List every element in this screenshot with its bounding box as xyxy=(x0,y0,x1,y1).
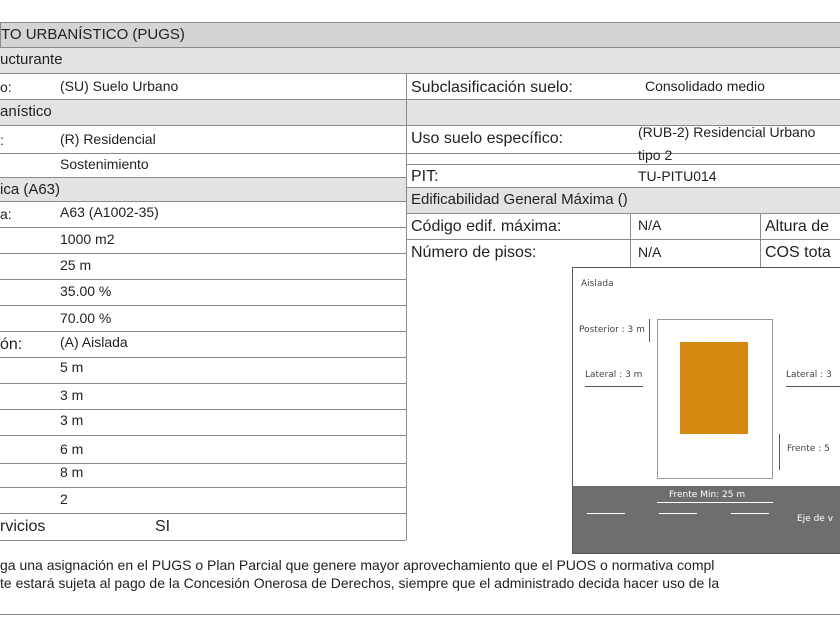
building-block xyxy=(680,342,748,434)
codigo-edif-label: Código edif. máxima: xyxy=(411,218,562,235)
uso-especifico-label: Uso suelo específico: xyxy=(411,130,564,147)
section-estructurante-label: ucturante xyxy=(0,51,63,68)
pit-label: PIT: xyxy=(411,168,439,185)
servicios-value: SI xyxy=(155,518,171,535)
retiro-frontal-value: 5 m xyxy=(60,359,84,375)
row-retiro-lateral xyxy=(0,384,406,410)
uso-especifico-value-1: (RUB-2) Residencial Urbano xyxy=(638,124,816,140)
row-pisos xyxy=(0,488,406,514)
retiro-posterior-value: 6 m xyxy=(60,441,84,457)
entre-bloques-value: 8 m xyxy=(60,464,84,480)
lateral-left-label: Lateral : 3 m xyxy=(585,370,643,380)
pit-value: TU-PITU014 xyxy=(638,168,717,184)
implantacion-label: ón: xyxy=(0,336,23,353)
frente-min-value: 25 m xyxy=(60,257,92,273)
cos-total-value: 70.00 % xyxy=(60,310,112,326)
section-urbanistico-label: anístico xyxy=(0,103,52,120)
footer-line-1: ga una asignación en el PUGS o Plan Parcial que genere mayor aprovechamiento que el PUOS o normativa compl xyxy=(0,557,715,573)
street-centerline-2 xyxy=(659,513,697,514)
row-cos-total xyxy=(0,306,406,332)
numero-pisos-label: Número de pisos: xyxy=(411,244,537,261)
posterior-dimension xyxy=(649,319,650,342)
frente-dimension xyxy=(779,434,780,470)
eje-label: Eje de v xyxy=(797,514,834,524)
lote-min-value: 1000 m2 xyxy=(60,231,115,247)
footer-line-2: te estará sujeta al pago de la Concesión Onerosa de Derechos, siempre que el administrado decida hacer uso de la xyxy=(0,575,720,591)
row-implantacion xyxy=(0,332,406,358)
cos-total-label: COS tota xyxy=(765,244,831,261)
row-retiro-posterior xyxy=(0,436,406,464)
section-forma xyxy=(0,178,406,202)
uso-general-value: (R) Residencial xyxy=(60,131,156,147)
row-lote-min xyxy=(0,228,406,254)
lateral-right-dimension xyxy=(786,386,840,387)
retiro-lateral-2-value: 3 m xyxy=(60,412,84,428)
clasificacion-value: (SU) Suelo Urbano xyxy=(60,78,179,94)
row-retiro-lateral-2 xyxy=(0,410,406,436)
codigo-edif-value: N/A xyxy=(638,217,662,233)
page-title xyxy=(0,22,840,48)
uso-general-label: : xyxy=(0,132,4,148)
posterior-label: Posterior : 3 m xyxy=(579,325,645,335)
servicios-label: rvicios xyxy=(0,518,46,535)
subclasificacion-value: Consolidado medio xyxy=(645,78,765,94)
street-centerline-1 xyxy=(587,513,625,514)
implantacion-value: (A) Aislada xyxy=(60,334,128,350)
street-band xyxy=(573,486,840,553)
tipologia-label: a: xyxy=(0,206,12,222)
row-uso xyxy=(0,126,840,154)
edificabilidad-title: Edificabilidad General Máxima () xyxy=(411,191,628,208)
row-pit xyxy=(406,164,840,188)
altura-label: Altura de xyxy=(765,218,830,235)
row-entre-bloques xyxy=(0,464,406,488)
lateral-left-dimension xyxy=(585,386,643,387)
retiro-lateral-value: 3 m xyxy=(60,387,84,403)
section-forma-label: ica (A63) xyxy=(0,181,61,198)
street-centerline-3 xyxy=(731,513,769,514)
implantacion-diagram xyxy=(572,267,840,554)
row-numero-pisos xyxy=(406,240,840,267)
cos-pb-value: 35.00 % xyxy=(60,283,112,299)
left-rows xyxy=(0,202,406,540)
pisos-value: 2 xyxy=(60,491,68,507)
sostenimiento-value: Sostenimiento xyxy=(60,156,149,172)
clasificacion-label: o: xyxy=(0,79,12,95)
row-retiro-frontal xyxy=(0,358,406,384)
section-edificabilidad xyxy=(406,188,840,214)
row-servicios xyxy=(0,514,406,541)
row-frente-min xyxy=(0,254,406,280)
frente-label: Frente : 5 xyxy=(787,444,830,454)
page-title-text: TO URBANÍSTICO (PUGS) xyxy=(1,26,185,43)
frente-min-label: Frente Min: 25 m xyxy=(669,490,746,500)
row-cos-pb xyxy=(0,280,406,306)
row-codigo-edif xyxy=(406,214,840,240)
numero-pisos-value: N/A xyxy=(638,244,662,260)
row-clasificacion xyxy=(0,74,840,100)
section-urbanistico xyxy=(0,100,840,126)
frente-min-dimension xyxy=(657,502,773,503)
diagram-title: Aislada xyxy=(581,279,614,289)
subclasificacion-label: Subclasificación suelo: xyxy=(411,79,573,96)
lateral-right-label: Lateral : 3 xyxy=(786,370,832,380)
section-estructurante xyxy=(0,48,840,74)
tipologia-value: A63 (A1002-35) xyxy=(60,204,159,220)
row-tipologia xyxy=(0,202,406,228)
uso-especifico-value-2: tipo 2 xyxy=(638,147,673,163)
row-sostenimiento xyxy=(0,154,406,178)
